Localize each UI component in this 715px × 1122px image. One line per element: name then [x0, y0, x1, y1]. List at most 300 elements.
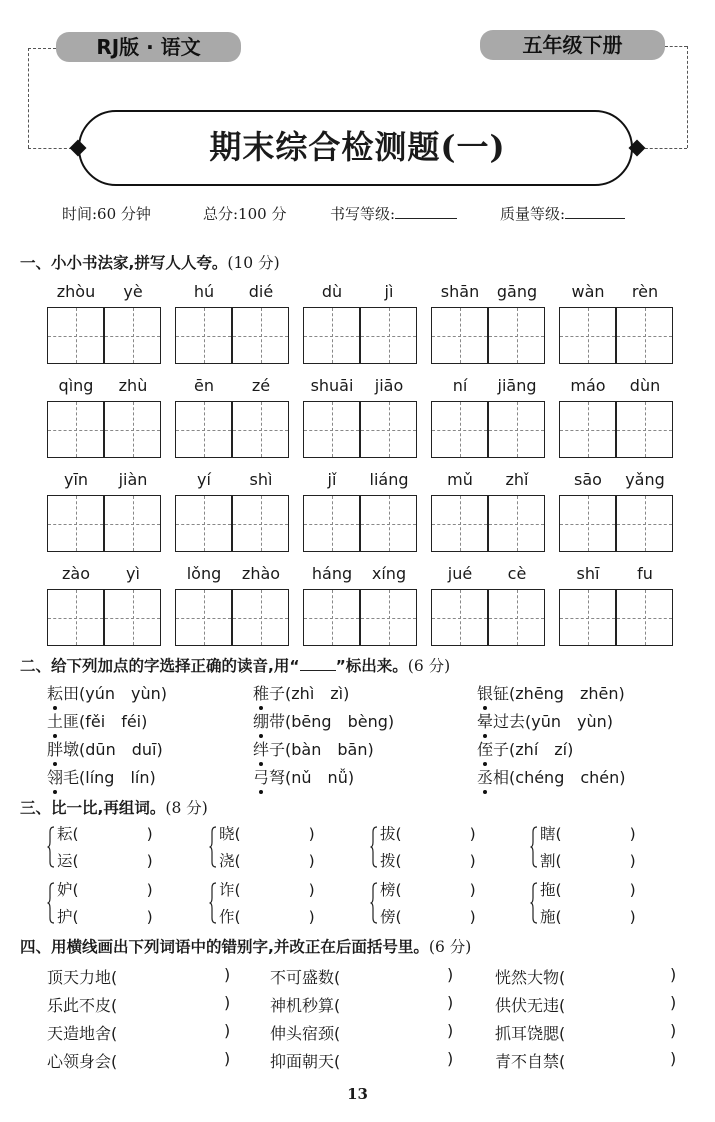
box-guide-horizontal: [432, 336, 487, 337]
reading-item: [47, 737, 163, 760]
pinyin-label: jǐ: [327, 470, 337, 489]
section-4-title: 四、用横线画出下列词语中的错别字,并改正在后面括号里。: [20, 938, 429, 956]
box-guide-horizontal: [489, 336, 544, 337]
dotted-char: 绷: [253, 709, 269, 732]
pinyin-label: mǔ: [447, 470, 473, 489]
writing-grade: [330, 203, 457, 224]
correction-item: [47, 1049, 117, 1072]
box-guide-horizontal: [361, 430, 416, 431]
answer-blank[interactable]: [142, 993, 219, 1013]
writing-box[interactable]: [232, 495, 289, 552]
pinyin-label: jiāng: [497, 376, 537, 395]
correction-item: [495, 993, 565, 1016]
pinyin-label: zé: [251, 376, 271, 395]
box-guide-horizontal: [432, 430, 487, 431]
writing-box[interactable]: [303, 495, 360, 552]
reading-item: [477, 681, 625, 704]
reading-options[interactable]: (zhí zí): [509, 740, 574, 759]
dotted-char: 晕: [477, 709, 493, 732]
compare-char: 浇: [219, 852, 235, 870]
writing-box[interactable]: [47, 589, 104, 646]
word-answer-open-paren: (: [72, 908, 79, 926]
writing-box[interactable]: [175, 401, 232, 458]
word-answer-close-paren: ): [469, 908, 476, 926]
correction-item: [270, 1021, 340, 1044]
writing-box[interactable]: [360, 307, 417, 364]
word-answer-close-paren: ): [146, 881, 153, 899]
compare-char: 榜: [380, 881, 396, 899]
word-answer-close-paren: ): [146, 825, 153, 843]
quality-grade: [500, 203, 625, 224]
compare-item: [219, 878, 315, 900]
box-guide-horizontal: [361, 336, 416, 337]
answer-open-paren: (: [559, 1024, 566, 1043]
pinyin-label: yí: [197, 470, 211, 489]
section-3-score: (8 分): [165, 799, 208, 817]
compare-item: [57, 822, 153, 844]
dotted-char: 稚: [253, 681, 269, 704]
pinyin-label: hú: [193, 282, 215, 301]
compare-char: 施: [540, 908, 556, 926]
correction-item: [270, 965, 340, 988]
reading-item: [47, 709, 147, 732]
word-answer-open-paren: (: [234, 825, 241, 843]
correction-item: [270, 993, 340, 1016]
writing-box[interactable]: [488, 307, 545, 364]
compare-item: [380, 822, 476, 844]
dotted-char: 弓: [253, 765, 269, 788]
phrase[interactable]: 神机秒算: [270, 996, 335, 1015]
answer-blank[interactable]: [365, 1049, 442, 1069]
writing-box[interactable]: [431, 307, 488, 364]
box-guide-horizontal: [617, 336, 672, 337]
answer-open-paren: (: [334, 1024, 341, 1043]
compare-char: 拔: [380, 825, 396, 843]
reading-options[interactable]: (líng lín): [79, 768, 156, 787]
dotted-char: 胖: [47, 737, 63, 760]
pinyin-label: liáng: [369, 470, 409, 489]
word-answer-open-paren: (: [234, 881, 241, 899]
word-rest: 墩: [63, 740, 80, 759]
box-guide-horizontal: [48, 430, 103, 431]
correction-item: [47, 1021, 117, 1044]
word-rest: 毛: [63, 768, 80, 787]
compare-item: [219, 822, 315, 844]
word-answer-open-paren: (: [395, 881, 402, 899]
writing-box[interactable]: [431, 401, 488, 458]
pinyin-label: háng: [311, 564, 353, 583]
reading-options[interactable]: (yūn yùn): [525, 712, 614, 731]
reading-options[interactable]: (bēng bèng): [285, 712, 395, 731]
answer-close-paren: ): [447, 965, 454, 984]
phrase[interactable]: 青不自禁: [495, 1052, 560, 1071]
compare-char: 护: [57, 908, 73, 926]
exam-total-score: 总分:100 分: [203, 205, 287, 223]
writing-box[interactable]: [303, 589, 360, 646]
answer-blank[interactable]: [590, 1049, 665, 1069]
word-answer-open-paren: (: [72, 825, 79, 843]
reading-item: [477, 765, 626, 788]
writing-box[interactable]: [616, 495, 673, 552]
writing-box[interactable]: [559, 307, 616, 364]
answer-close-paren: ): [447, 1021, 454, 1040]
exam-time: 时间:60 分钟: [62, 205, 151, 223]
brace-icon: [530, 882, 538, 924]
subject-edition-label: RJ版 · 语文: [56, 32, 241, 62]
compare-item: [57, 849, 153, 871]
word-answer-open-paren: (: [555, 852, 562, 870]
box-guide-horizontal: [617, 524, 672, 525]
word-rest: 弩: [269, 768, 286, 787]
answer-open-paren: (: [111, 1024, 118, 1043]
section-2-title-post: ”标出来。: [335, 657, 408, 675]
box-guide-horizontal: [560, 618, 615, 619]
box-guide-horizontal: [432, 524, 487, 525]
section-3-heading: [20, 796, 208, 818]
reading-item: [477, 737, 573, 760]
answer-close-paren: ): [670, 1049, 677, 1068]
writing-box[interactable]: [360, 589, 417, 646]
correction-item: [495, 1021, 565, 1044]
section-2-title-pre: 二、给下列加点的字选择正确的读音,用“: [20, 657, 300, 675]
phrase[interactable]: 不可盛数: [270, 968, 335, 987]
word-rest: 钲: [493, 684, 510, 703]
section-1-title: 一、小小书法家,拼写人人夸。: [20, 254, 228, 272]
phrase[interactable]: 乐此不皮: [47, 996, 112, 1015]
page-title: 期末综合检测题(一): [209, 128, 506, 166]
answer-open-paren: (: [334, 968, 341, 987]
writing-box[interactable]: [232, 307, 289, 364]
writing-grade-blank[interactable]: [395, 218, 457, 219]
phrase[interactable]: 供伏无违: [495, 996, 560, 1015]
reading-item: [253, 737, 374, 760]
box-guide-horizontal: [617, 618, 672, 619]
word-answer-close-paren: ): [629, 825, 636, 843]
answer-open-paren: (: [334, 1052, 341, 1071]
box-guide-horizontal: [176, 336, 231, 337]
correction-item: [47, 965, 117, 988]
section-4-heading: [20, 935, 471, 957]
answer-blank[interactable]: [590, 965, 665, 985]
page-number: 13: [347, 1085, 368, 1103]
reading-item: [47, 765, 156, 788]
answer-blank[interactable]: [142, 1049, 219, 1069]
pinyin-label: zào: [62, 564, 90, 583]
writing-box[interactable]: [232, 401, 289, 458]
answer-close-paren: ): [224, 993, 231, 1012]
answer-blank[interactable]: [365, 993, 442, 1013]
answer-blank[interactable]: [590, 993, 665, 1013]
reading-item: [253, 709, 394, 732]
answer-close-paren: ): [670, 965, 677, 984]
phrase[interactable]: 顶天力地: [47, 968, 112, 987]
box-guide-horizontal: [489, 618, 544, 619]
pinyin-label: lǒng: [186, 564, 222, 583]
compare-char: 割: [540, 852, 556, 870]
answer-open-paren: (: [334, 996, 341, 1015]
compare-char: 拨: [380, 852, 396, 870]
compare-item: [57, 878, 153, 900]
answer-close-paren: ): [670, 993, 677, 1012]
pinyin-label: ēn: [194, 376, 214, 395]
box-guide-horizontal: [489, 524, 544, 525]
grade-label: 五年级下册: [480, 30, 665, 60]
dotted-char: 丞: [477, 765, 493, 788]
pinyin-label: máo: [570, 376, 606, 395]
box-guide-horizontal: [176, 618, 231, 619]
section-3-title: 三、比一比,再组词。: [20, 799, 166, 817]
section-2-heading: [20, 654, 450, 676]
brace-icon: [370, 826, 378, 868]
box-guide-horizontal: [304, 430, 359, 431]
word-answer-close-paren: ): [469, 881, 476, 899]
answer-open-paren: (: [559, 996, 566, 1015]
pinyin-label: shī: [576, 564, 600, 583]
brace-icon: [47, 882, 55, 924]
phrase[interactable]: 伸头宿颈: [270, 1024, 335, 1043]
answer-open-paren: (: [559, 1052, 566, 1071]
writing-box[interactable]: [175, 589, 232, 646]
compare-item: [219, 905, 315, 927]
pinyin-label: sāo: [574, 470, 602, 489]
compare-item: [380, 878, 476, 900]
box-guide-horizontal: [48, 524, 103, 525]
compare-item: [380, 905, 476, 927]
writing-box[interactable]: [303, 307, 360, 364]
pinyin-label: yǎng: [625, 470, 665, 489]
compare-item: [540, 905, 636, 927]
box-guide-horizontal: [617, 430, 672, 431]
brace-icon: [370, 882, 378, 924]
pinyin-label: yì: [126, 564, 140, 583]
compare-item: [540, 822, 636, 844]
answer-close-paren: ): [447, 1049, 454, 1068]
word-answer-close-paren: ): [469, 825, 476, 843]
section-4-score: (6 分): [428, 938, 472, 956]
writing-box[interactable]: [488, 495, 545, 552]
compare-char: 作: [219, 908, 235, 926]
writing-box[interactable]: [104, 495, 161, 552]
phrase[interactable]: 天造地舍: [47, 1024, 112, 1043]
box-guide-horizontal: [105, 524, 160, 525]
reading-options[interactable]: (zhì zì): [285, 684, 350, 703]
dotted-char: 侄: [477, 737, 493, 760]
compare-item: [540, 849, 636, 871]
answer-close-paren: ): [224, 1049, 231, 1068]
pinyin-label: zhòu: [56, 282, 96, 301]
word-rest: 子: [493, 740, 510, 759]
reading-options[interactable]: (yún yùn): [79, 684, 168, 703]
word-answer-close-paren: ): [629, 852, 636, 870]
word-answer-open-paren: (: [555, 825, 562, 843]
box-guide-horizontal: [105, 618, 160, 619]
writing-box[interactable]: [175, 495, 232, 552]
pinyin-label: dié: [248, 282, 274, 301]
word-answer-open-paren: (: [72, 881, 79, 899]
box-guide-horizontal: [48, 336, 103, 337]
pinyin-label: jì: [384, 282, 394, 301]
dotted-char: 土: [47, 709, 63, 732]
box-guide-horizontal: [432, 618, 487, 619]
compare-char: 诈: [219, 881, 235, 899]
answer-blank[interactable]: [365, 1021, 442, 1041]
reading-item: [253, 681, 349, 704]
word-answer-open-paren: (: [395, 852, 402, 870]
word-answer-open-paren: (: [555, 908, 562, 926]
phrase[interactable]: 恍然大物: [495, 968, 560, 987]
compare-char: 耘: [57, 825, 73, 843]
reading-item: [477, 709, 613, 732]
reading-item: [253, 765, 354, 788]
reading-options[interactable]: (nǔ nǚ): [285, 768, 355, 787]
writing-box[interactable]: [360, 495, 417, 552]
writing-box[interactable]: [616, 307, 673, 364]
answer-close-paren: ): [224, 965, 231, 984]
phrase[interactable]: 心领身会: [47, 1052, 112, 1071]
reading-options[interactable]: (chéng chén): [509, 768, 626, 787]
compare-char: 运: [57, 852, 73, 870]
word-answer-open-paren: (: [72, 852, 79, 870]
answer-close-paren: ): [670, 1021, 677, 1040]
phrase[interactable]: 抓耳饶腮: [495, 1024, 560, 1043]
box-guide-horizontal: [176, 430, 231, 431]
box-guide-horizontal: [233, 618, 288, 619]
writing-box[interactable]: [616, 401, 673, 458]
box-guide-horizontal: [105, 336, 160, 337]
word-rest: 带: [269, 712, 286, 731]
writing-box[interactable]: [104, 307, 161, 364]
answer-open-paren: (: [559, 968, 566, 987]
answer-open-paren: (: [111, 968, 118, 987]
reading-item: [47, 681, 167, 704]
writing-box[interactable]: [104, 589, 161, 646]
quality-grade-blank[interactable]: [565, 218, 625, 219]
writing-box[interactable]: [616, 589, 673, 646]
box-guide-horizontal: [304, 336, 359, 337]
writing-box[interactable]: [559, 401, 616, 458]
pinyin-label: zhù: [118, 376, 148, 395]
dotted-char: 绊: [253, 737, 269, 760]
writing-box[interactable]: [488, 401, 545, 458]
dotted-char: 翎: [47, 765, 63, 788]
compare-item: [219, 849, 315, 871]
box-guide-horizontal: [304, 524, 359, 525]
compare-item: [380, 849, 476, 871]
writing-box[interactable]: [431, 589, 488, 646]
compare-item: [57, 905, 153, 927]
pinyin-label: dùn: [629, 376, 661, 395]
writing-box[interactable]: [47, 495, 104, 552]
writing-box[interactable]: [232, 589, 289, 646]
word-answer-open-paren: (: [395, 908, 402, 926]
reading-options[interactable]: (fěi féi): [79, 712, 148, 731]
correction-item: [495, 1049, 565, 1072]
correction-item: [47, 993, 117, 1016]
pinyin-label: xíng: [371, 564, 407, 583]
word-answer-close-paren: ): [308, 881, 315, 899]
word-answer-close-paren: ): [146, 908, 153, 926]
answer-open-paren: (: [111, 996, 118, 1015]
box-guide-horizontal: [489, 430, 544, 431]
box-guide-horizontal: [361, 524, 416, 525]
pinyin-label: jiàn: [118, 470, 148, 489]
pinyin-label: fu: [637, 564, 653, 583]
reading-options[interactable]: (zhēng zhēn): [509, 684, 625, 703]
answer-blank[interactable]: [590, 1021, 665, 1041]
frame-line-top-left: [28, 48, 56, 49]
writing-box[interactable]: [104, 401, 161, 458]
compare-item: [540, 878, 636, 900]
writing-box[interactable]: [303, 401, 360, 458]
compare-char: 妒: [57, 881, 73, 899]
phrase[interactable]: 抑面朝天: [270, 1052, 335, 1071]
pinyin-label: shān: [440, 282, 480, 301]
box-guide-horizontal: [105, 430, 160, 431]
word-answer-close-paren: ): [469, 852, 476, 870]
box-guide-horizontal: [233, 336, 288, 337]
word-answer-close-paren: ): [629, 881, 636, 899]
box-guide-horizontal: [176, 524, 231, 525]
writing-box[interactable]: [360, 401, 417, 458]
word-rest: 子: [269, 740, 286, 759]
brace-icon: [47, 826, 55, 868]
pinyin-label: jué: [447, 564, 473, 583]
word-rest: 过去: [493, 712, 526, 731]
writing-box[interactable]: [559, 495, 616, 552]
box-guide-horizontal: [560, 430, 615, 431]
writing-box[interactable]: [47, 401, 104, 458]
answer-blank[interactable]: [142, 1021, 219, 1041]
pinyin-label: cè: [507, 564, 527, 583]
pinyin-label: ní: [452, 376, 468, 395]
box-guide-horizontal: [560, 524, 615, 525]
word-rest: 相: [493, 768, 510, 787]
brace-icon: [530, 826, 538, 868]
pinyin-label: wàn: [571, 282, 605, 301]
reading-options[interactable]: (bàn bān): [285, 740, 374, 759]
word-answer-close-paren: ): [146, 852, 153, 870]
writing-box[interactable]: [488, 589, 545, 646]
pinyin-label: shuāi: [310, 376, 354, 395]
brace-icon: [209, 882, 217, 924]
section-1-heading: [20, 251, 280, 273]
reading-options[interactable]: (dūn duī): [79, 740, 163, 759]
section-1-score: (10 分): [227, 254, 280, 272]
section-2-score: (6 分): [407, 657, 451, 675]
correction-item: [495, 965, 565, 988]
word-answer-open-paren: (: [395, 825, 402, 843]
pinyin-label: zhào: [241, 564, 281, 583]
mark-underline-sample: [300, 670, 336, 671]
answer-close-paren: ): [447, 993, 454, 1012]
box-guide-horizontal: [233, 524, 288, 525]
answer-blank[interactable]: [365, 965, 442, 985]
box-guide-horizontal: [361, 618, 416, 619]
writing-box[interactable]: [47, 307, 104, 364]
pinyin-label: yīn: [63, 470, 89, 489]
writing-box[interactable]: [175, 307, 232, 364]
pinyin-label: jiāo: [374, 376, 404, 395]
quality-grade-label: 质量等级:: [500, 205, 566, 223]
answer-blank[interactable]: [142, 965, 219, 985]
word-answer-open-paren: (: [234, 908, 241, 926]
word-rest: 子: [269, 684, 286, 703]
compare-char: 瞎: [540, 825, 556, 843]
writing-box[interactable]: [431, 495, 488, 552]
writing-grade-label: 书写等级:: [330, 205, 396, 223]
writing-box[interactable]: [559, 589, 616, 646]
dotted-char: 银: [477, 681, 493, 704]
